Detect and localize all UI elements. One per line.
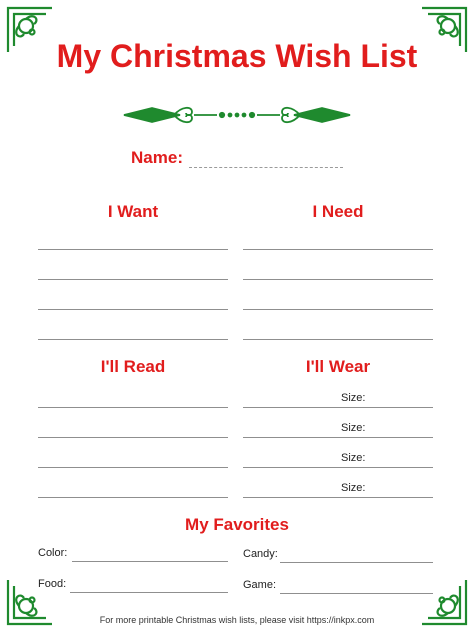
size-label: Size: xyxy=(341,482,366,494)
read-line[interactable] xyxy=(38,437,228,438)
name-field[interactable] xyxy=(189,153,343,168)
favorite-candy-field[interactable] xyxy=(280,562,433,563)
wear-line[interactable] xyxy=(243,467,433,468)
want-line[interactable] xyxy=(38,249,228,250)
ornament-divider-icon xyxy=(122,104,352,126)
want-line[interactable] xyxy=(38,339,228,340)
footer-note: For more printable Christmas wish lists, please visit https://inkpx.com xyxy=(99,615,375,625)
name-label: Name: xyxy=(131,148,183,167)
size-label: Size: xyxy=(341,392,366,404)
need-line[interactable] xyxy=(243,309,433,310)
need-line[interactable] xyxy=(243,279,433,280)
favorite-game-label: Game: xyxy=(243,579,277,591)
favorite-color-field[interactable] xyxy=(72,561,228,562)
wear-line[interactable] xyxy=(243,437,433,438)
section-need-heading: I Need xyxy=(312,202,364,221)
section-read-heading: I'll Read xyxy=(100,357,166,376)
wear-line[interactable] xyxy=(243,497,433,498)
page-title: My Christmas Wish List xyxy=(56,38,418,74)
want-line[interactable] xyxy=(38,279,228,280)
wear-line[interactable] xyxy=(243,407,433,408)
section-favorites-heading: My Favorites xyxy=(185,515,289,534)
need-line[interactable] xyxy=(243,339,433,340)
read-line[interactable] xyxy=(38,497,228,498)
size-label: Size: xyxy=(341,422,366,434)
favorite-color-label: Color: xyxy=(38,547,68,559)
favorite-candy-label: Candy: xyxy=(243,548,278,560)
want-line[interactable] xyxy=(38,309,228,310)
favorite-game-field[interactable] xyxy=(280,593,433,594)
section-wear-heading: I'll Wear xyxy=(305,357,371,376)
favorite-food-label: Food: xyxy=(38,578,67,590)
name-row xyxy=(0,148,474,168)
section-want-heading: I Want xyxy=(107,202,159,221)
favorite-food-field[interactable] xyxy=(70,592,228,593)
size-label: Size: xyxy=(341,452,366,464)
read-line[interactable] xyxy=(38,467,228,468)
read-line[interactable] xyxy=(38,407,228,408)
need-line[interactable] xyxy=(243,249,433,250)
